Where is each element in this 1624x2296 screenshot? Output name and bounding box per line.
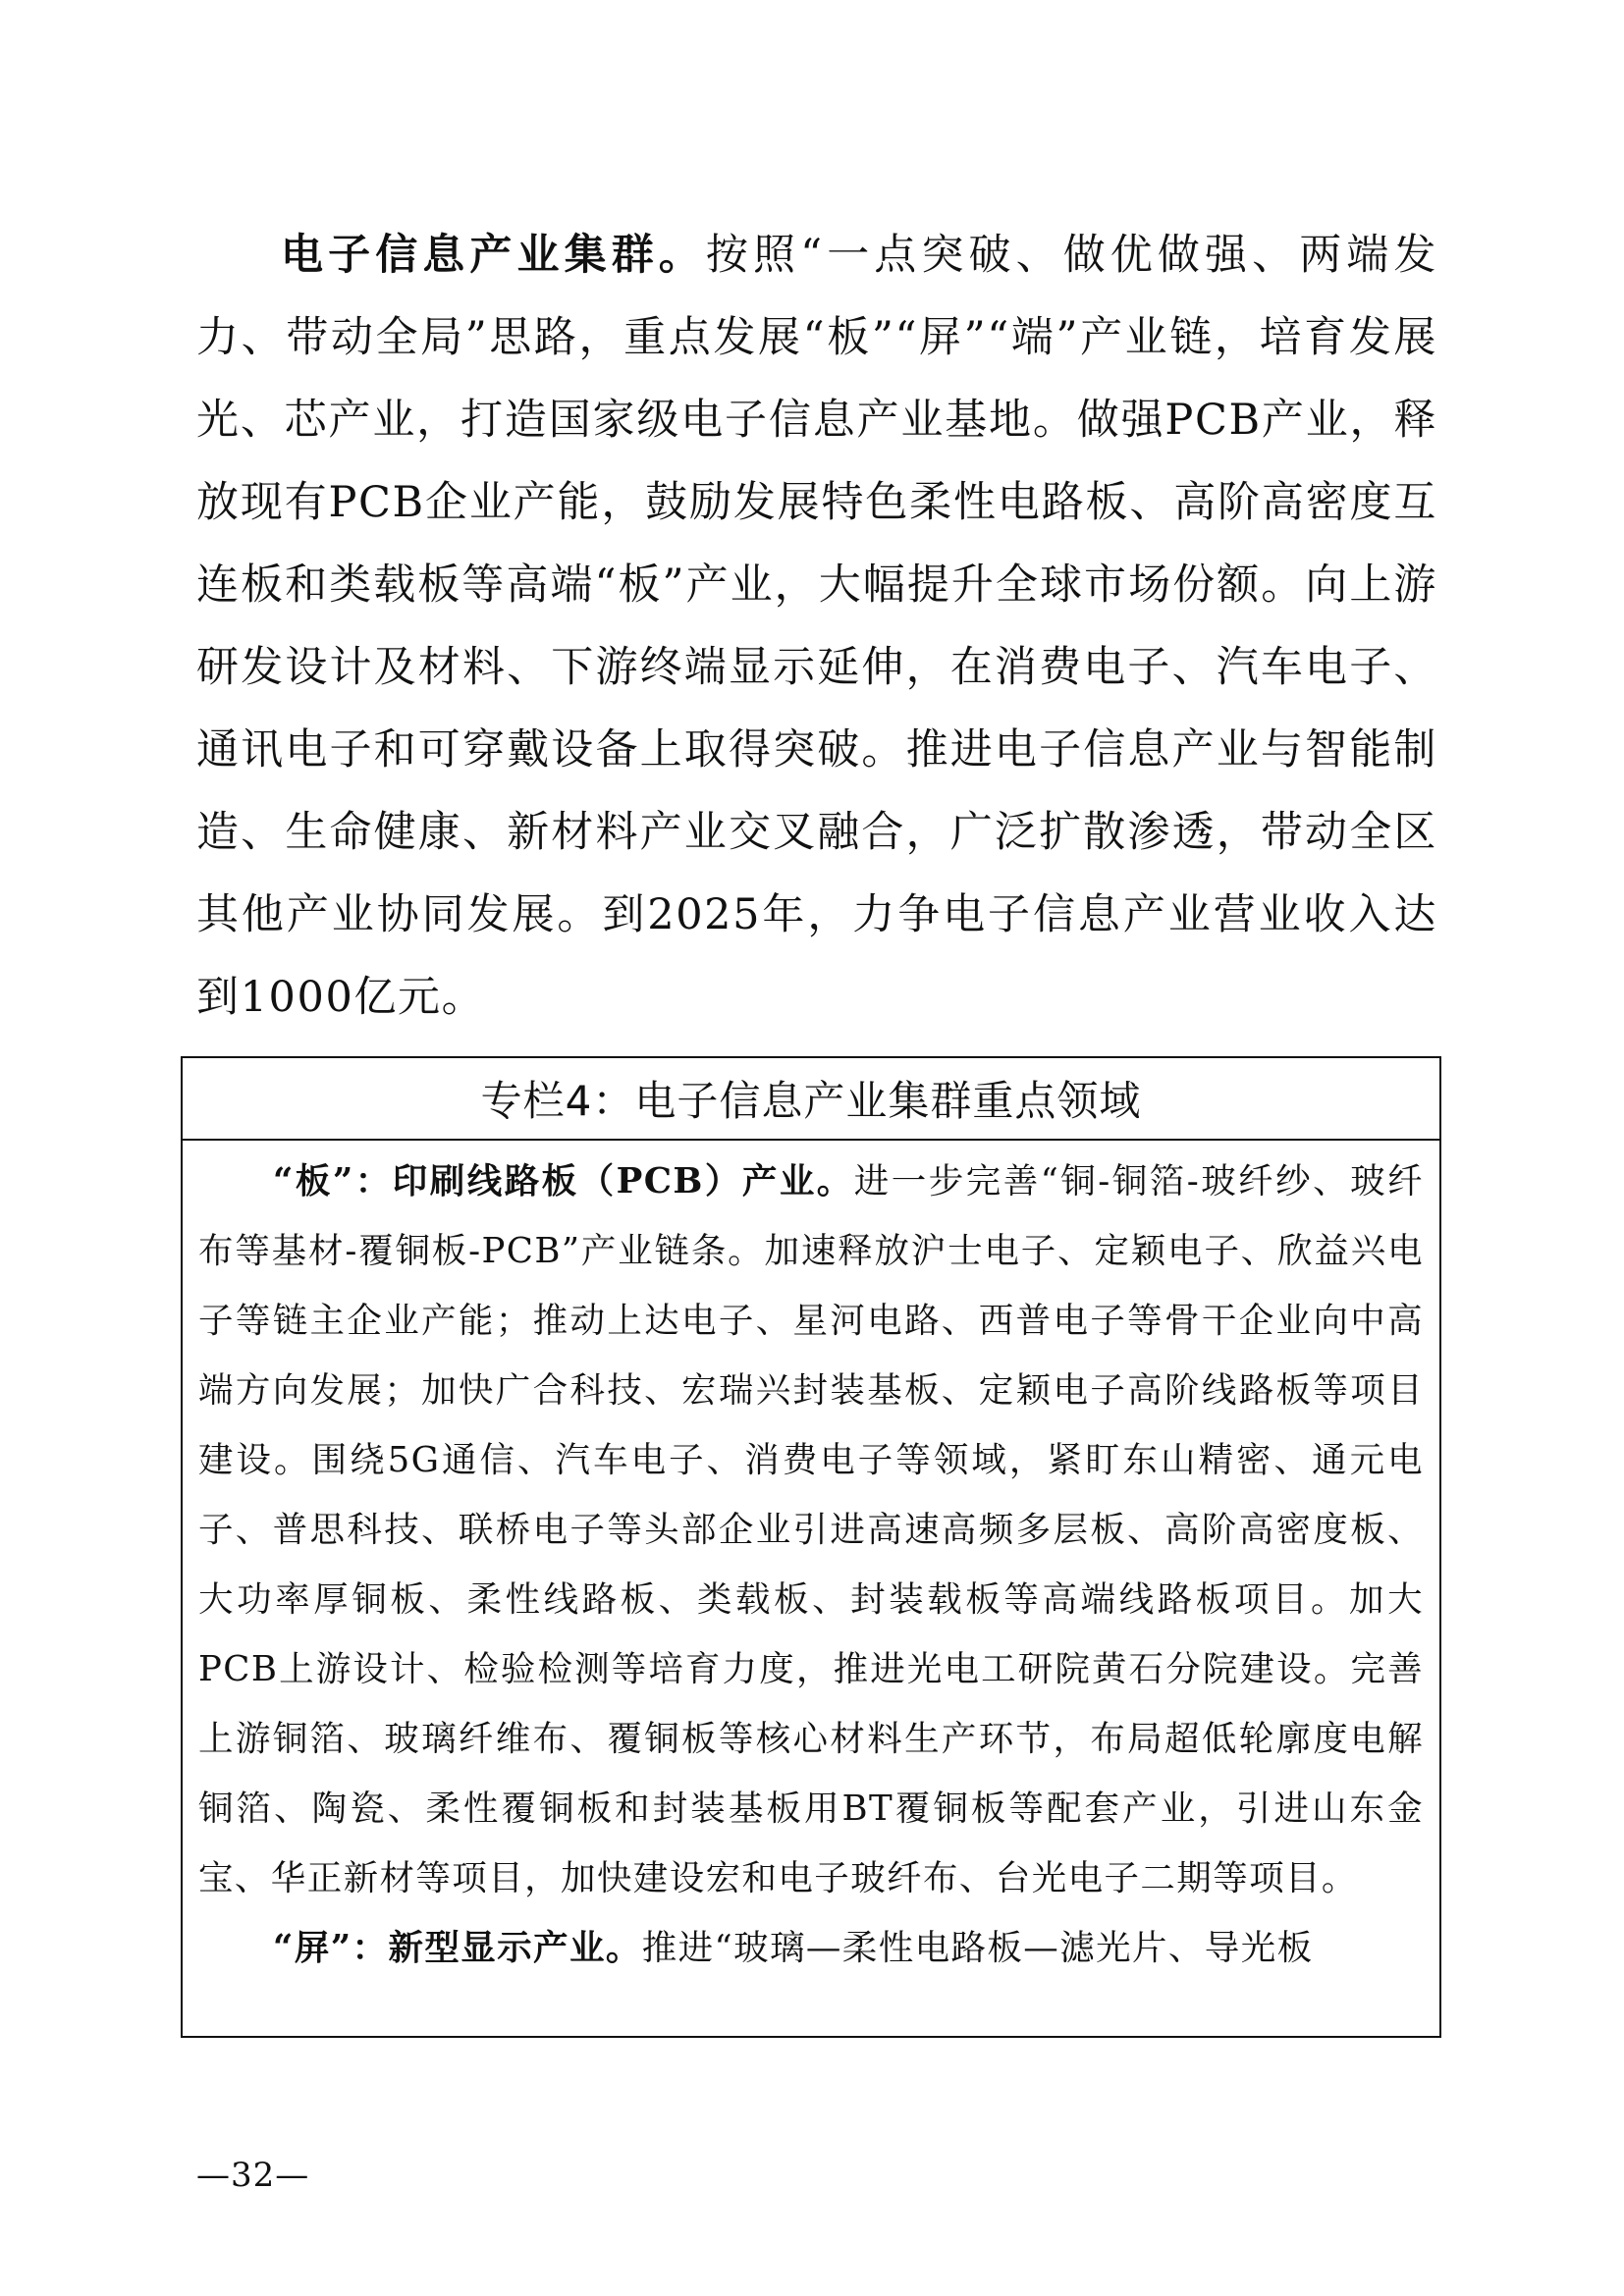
feature-paragraph-pcb	[198, 1147, 1424, 1913]
page-number: —32—	[196, 2156, 310, 2195]
intro-body: 按照“一点突破、做优做强、两端发力、带动全局”思路，重点发展“板”“屏”“端”产业链，培育发展光、芯产业，打造国家级电子信息产业基地。做强PCB产业，释放现有PCB企业产能，鼓励发展特色柔性电路板、高阶高密度互连板和类载板等高端“板”产业，大幅提升全球市场份额。向上游研发设计及材料、下游终端显示延伸，在消费电子、汽车电子、通讯电子和可穿戴设备上取得突破。推进电子信息产业与智能制造、生命健康、新材料产业交叉融合，广泛扩散渗透，带动全区其他产业协同发展。到2025年，力争电子信息产业营业收入达到1000亿元。	[196, 231, 1437, 1022]
intro-paragraph	[196, 214, 1437, 1039]
feature-paragraph-display-body: 推进“玻璃—柔性电路板—滤光片、导光板	[641, 1928, 1314, 1968]
feature-box-body	[183, 1141, 1439, 1983]
feature-paragraph-display-lead: “屏”：新型显示产业。	[273, 1928, 642, 1968]
intro-lead: 电子信息产业集群。	[281, 231, 706, 280]
feature-paragraph-pcb-lead: “板”：印刷线路板（PCB）产业。	[273, 1161, 854, 1201]
feature-paragraph-pcb-body: 进一步完善“铜-铜箔-玻纤纱、玻纤布等基材-覆铜板-PCB”产业链条。加速释放沪士电子、定颖电子、欣益兴电子等链主企业产能；推动上达电子、星河电路、西普电子等骨干企业向中高端方向发展；加快广合科技、宏瑞兴封装基板、定颖电子高阶线路板等项目建设。围绕5G通信、汽车电子、消费电子等领域，紧盯东山精密、通元电子、普思科技、联桥电子等头部企业引进高速高频多层板、高阶高密度板、大功率厚铜板、柔性线路板、类载板、封装载板等高端线路板项目。加大PCB上游设计、检验检测等培育力度，推进光电工研院黄石分院建设。完善上游铜箔、玻璃纤维布、覆铜板等核心材料生产环节，布局超低轮廓度电解铜箔、陶瓷、柔性覆铜板和封装基板用BT覆铜板等配套产业，引进山东金宝、华正新材等项目，加快建设宏和电子玻纤布、台光电子二期等项目。	[198, 1161, 1424, 1898]
feature-box	[181, 1056, 1441, 2038]
feature-box-title: 专栏4：电子信息产业集群重点领域	[183, 1058, 1439, 1141]
feature-paragraph-display	[198, 1913, 1424, 1983]
